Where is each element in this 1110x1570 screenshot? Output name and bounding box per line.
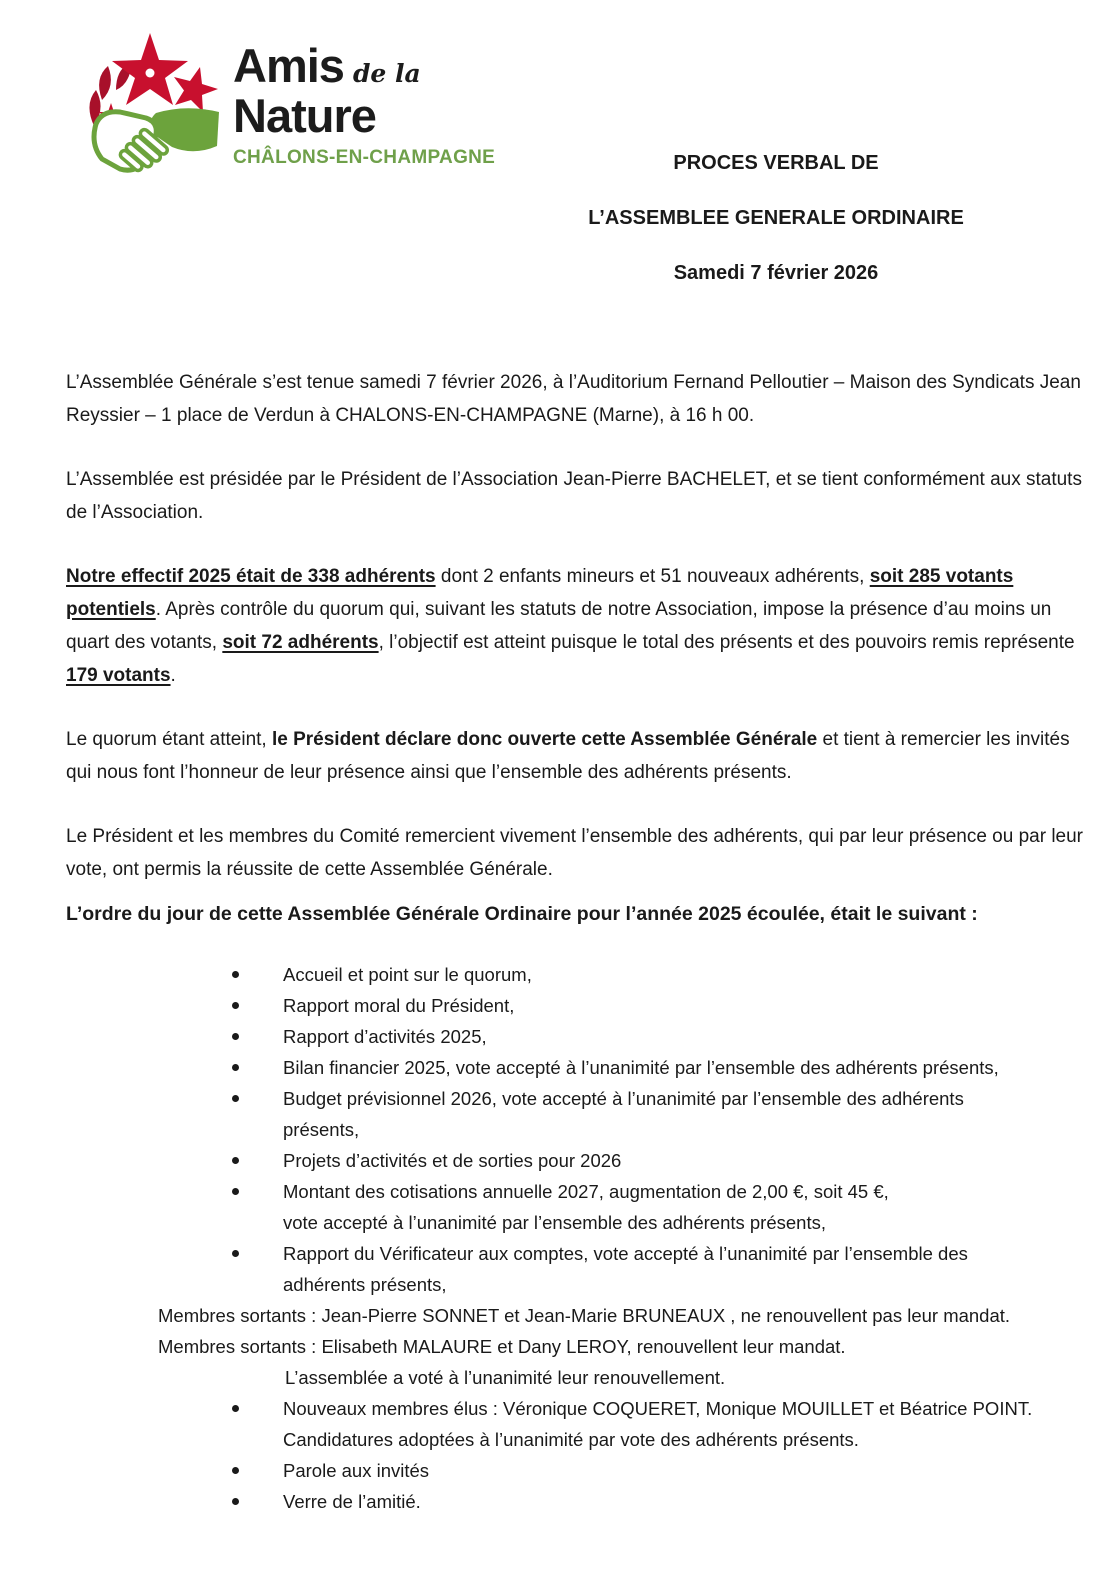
logo-graphic-icon [85,28,227,178]
title-line-1: PROCES VERBAL DE [673,152,879,174]
logo-word-nature: Nature [233,89,376,142]
bullet-icon [232,1498,239,1505]
logo-word-dela: de la [352,59,421,88]
agenda-item-text: Rapport moral du Président, [283,995,515,1016]
text-run: . Après contrôle du quorum qui, suivant les statuts de notre Association, impose la présence d’au moins un quart des votants, [66,599,1052,653]
agenda-item [66,959,1088,990]
logo-text [233,39,513,168]
document-title [468,152,1084,317]
title-line-2: L’ASSEMBLEE GENERALE ORDINAIRE [588,207,964,229]
agenda-item [66,1052,1088,1083]
bullet-icon [232,971,239,978]
agenda-item-text: Rapport d’activités 2025, [283,1026,487,1047]
paragraph-effectif [66,560,1088,692]
text-run: Le quorum étant atteint, [66,729,272,750]
agenda-item [66,1455,1088,1486]
paragraph-quorum [66,723,1088,789]
agenda-item [66,1083,1088,1114]
text-run: Notre effectif 2025 était de 338 adhérents [66,566,436,587]
bullet-icon [232,1095,239,1102]
agenda-item [66,990,1088,1021]
text-run: soit 285 votants potentiels [66,566,1014,620]
agenda-item-text: présents, [283,1119,360,1140]
paragraph-presidence [66,463,1088,529]
members-note-text: L’assemblée a voté à l’unanimité leur renouvellement. [285,1367,726,1388]
text-run: Le Président et les membres du Comité remercient vivement l’ensemble des adhérents, qui par leur présence ou par leur vote, ont permis la réussite de cette Assemblée Générale. [66,826,1084,880]
agenda-item-text: Nouveaux membres élus : Véronique COQUERET, Monique MOUILLET et Béatrice POINT. [283,1398,1033,1419]
agenda-item [66,1021,1088,1052]
text-run: et tient à remercier les invités qui nous font l’honneur de leur présence ainsi que l’ensemble des adhérents présents. [66,729,1070,783]
text-run: dont 2 enfants mineurs et 51 nouveaux adhérents, [435,566,870,587]
text-run: L’Assemblée Générale s’est tenue samedi 7 février 2026, à l’Auditorium Fernand Pelloutier – Maison des Syndicats Jean Reyssier – 1 place de Verdun à CHALONS-EN-CHAMPAGNE (Marne), à 16 h 00. [66,372,1081,426]
members-note [66,1362,1088,1393]
agenda-item-continuation [66,1207,1088,1238]
agenda-item [66,1393,1088,1424]
logo [85,26,505,181]
text-run: . [170,665,176,686]
agenda-item [66,1176,1088,1207]
bullet-icon [232,1250,239,1257]
agenda-item-text: vote accepté à l’unanimité par l’ensemble des adhérents présents, [283,1212,826,1233]
agenda-item-text: Rapport du Vérificateur aux comptes, vote accepté à l’unanimité par l’ensemble des [283,1243,968,1264]
text-run: 179 votants [66,665,171,686]
bullet-icon [232,1188,239,1195]
agenda-item [66,1238,1088,1269]
bullet-icon [232,1467,239,1474]
text-run: , l’objectif est atteint puisque le total des présents et des pouvoirs remis représente [378,632,1075,653]
agenda-item-continuation [66,1424,1088,1455]
agenda-heading: L’ordre du jour de cette Assemblée Générale Ordinaire pour l’année 2025 écoulée, était le suivant : [66,903,978,925]
members-line-text: Membres sortants : Jean-Pierre SONNET et Jean-Marie BRUNEAUX , ne renouvellent pas leur mandat. [158,1305,1011,1326]
agenda-item-text: Projets d’activités et de sorties pour 2026 [283,1150,622,1171]
members-line-text: Membres sortants : Elisabeth MALAURE et Dany LEROY, renouvellent leur mandat. [158,1336,846,1357]
agenda-item [66,1486,1088,1517]
text-run: soit 72 adhérents [222,632,379,653]
agenda-item-text: Bilan financier 2025, vote accepté à l’unanimité par l’ensemble des adhérents présents, [283,1057,999,1078]
bullet-icon [232,1064,239,1071]
flower-center [146,69,155,78]
bullet-icon [232,1002,239,1009]
title-line-3: Samedi 7 février 2026 [673,262,879,284]
agenda-item-text: Accueil et point sur le quorum, [283,964,532,985]
text-run: L’Assemblée est présidée par le Président de l’Association Jean-Pierre BACHELET, et se tient conformément aux statuts de l’Association. [66,469,1082,523]
agenda-item [66,1145,1088,1176]
agenda-item-text: Parole aux invités [283,1460,430,1481]
agenda-item-text: adhérents présents, [283,1274,447,1295]
bullet-icon [232,1157,239,1164]
agenda-item-continuation [66,1269,1088,1300]
agenda-item-continuation [66,1114,1088,1145]
agenda-item-text: Verre de l’amitié. [283,1491,421,1512]
bullet-icon [232,1033,239,1040]
members-line [66,1300,1088,1331]
paragraph-lieu [66,366,1088,432]
agenda-item-text: Montant des cotisations annuelle 2027, augmentation de 2,00 €, soit 45 €, [283,1181,889,1202]
bullet-icon [232,1405,239,1412]
document-body [66,366,1088,1517]
members-line [66,1331,1088,1362]
agenda-item-text: Budget prévisionnel 2026, vote accepté à l’unanimité par l’ensemble des adhérents [283,1088,964,1109]
agenda-item-text: Candidatures adoptées à l’unanimité par vote des adhérents présents. [283,1429,859,1450]
text-run: le Président déclare donc ouverte cette Assemblée Générale [271,729,818,750]
logo-subtitle: CHÂLONS-EN-CHAMPAGNE [233,147,496,168]
paragraph-remerciements [66,820,1088,886]
logo-word-amis: Amis [233,39,344,92]
right-flower-icon [174,67,218,112]
